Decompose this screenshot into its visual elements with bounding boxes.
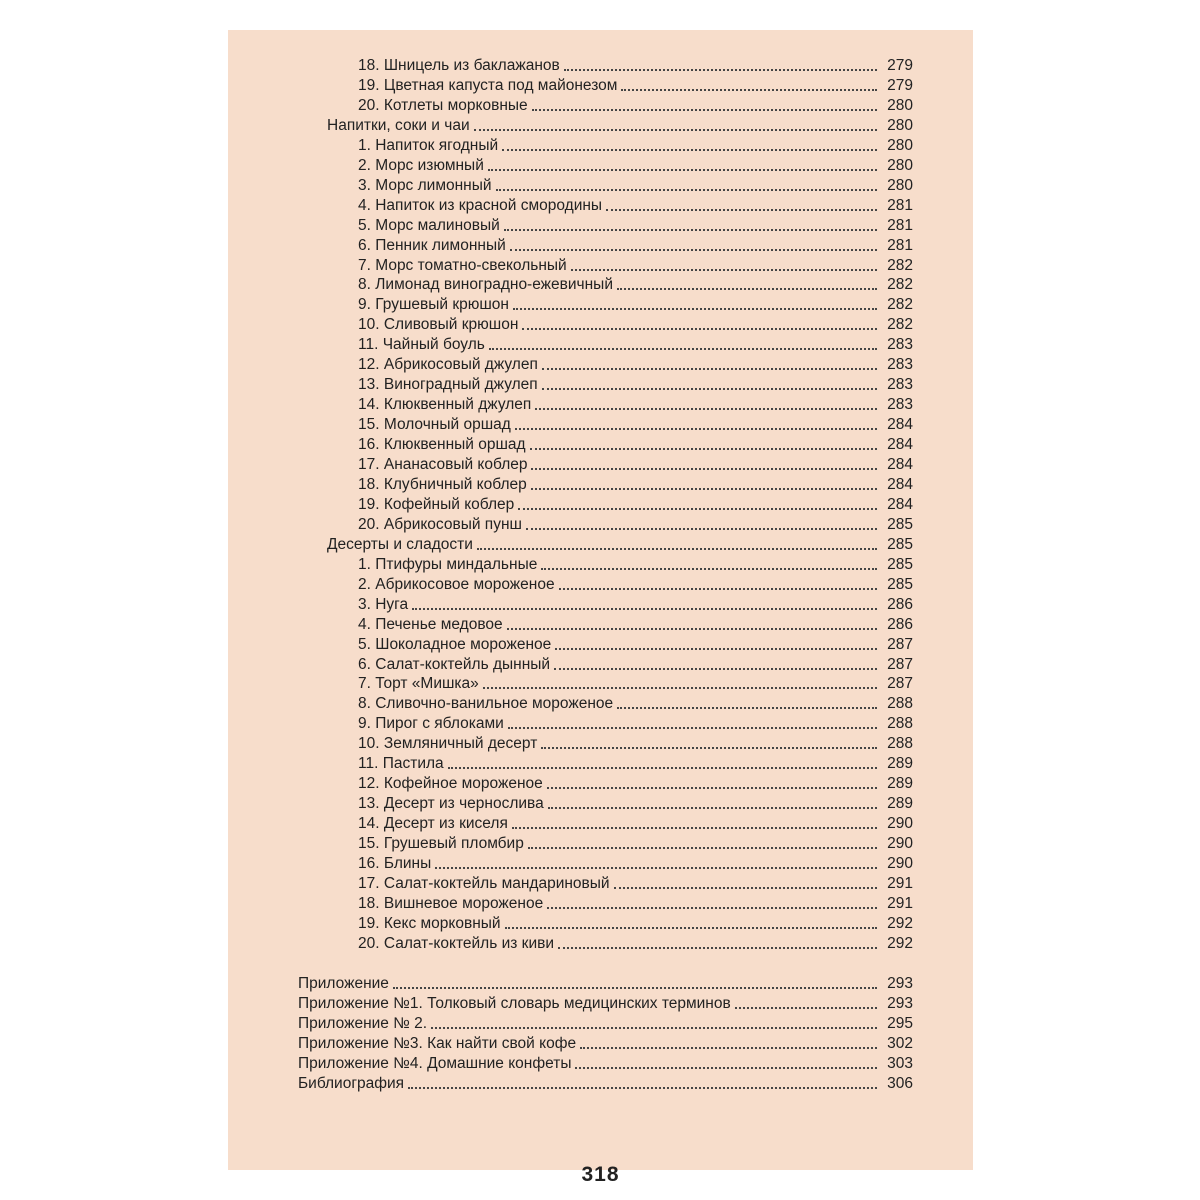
toc-entry-title: 10. Земляничный десерт: [358, 735, 538, 753]
dot-leader: [530, 448, 877, 450]
toc-entry-page: 280: [887, 116, 913, 134]
toc-entry-title: 19. Кофейный коблер: [358, 495, 515, 513]
toc-entry-page: 290: [887, 835, 913, 853]
toc-entry: [358, 56, 913, 76]
toc-entry-title: 11. Чайный боуль: [358, 336, 485, 354]
toc-entry-title: 18. Шницель из баклажанов: [358, 57, 560, 74]
toc-entry-page: 289: [887, 755, 913, 773]
toc-entry: [327, 535, 913, 555]
toc-entry-title: Приложение №4. Домашние конфеты: [298, 1054, 572, 1072]
dot-leader: [621, 89, 877, 91]
toc-entry-title: 14. Десерт из киселя: [358, 815, 508, 833]
dot-leader: [580, 1047, 877, 1049]
toc-entry-title: Приложение №1. Толковый словарь медицинских терминов: [298, 994, 731, 1012]
toc-entry-title: 20. Котлеты морковные: [358, 96, 528, 114]
toc-entry-title: 16. Клюквенный оршад: [358, 436, 526, 454]
dot-leader: [488, 169, 877, 171]
toc-entry-title: 16. Блины: [358, 855, 432, 872]
dot-leader: [515, 428, 877, 430]
toc-entry-page: 284: [887, 416, 913, 434]
toc-entry: [298, 1054, 913, 1074]
toc-entry-page: 284: [887, 456, 913, 473]
toc-entry-title: 13. Виноградный джулеп: [358, 376, 538, 394]
toc-entry: [358, 315, 913, 335]
toc-entry-title: 8. Лимонад виноградно-ежевичный: [358, 276, 613, 294]
dot-leader: [531, 468, 877, 470]
toc-entry-page: 293: [887, 974, 913, 992]
toc-entry-page: 303: [887, 1054, 913, 1072]
toc-entry: [358, 455, 913, 475]
dot-leader: [431, 1027, 877, 1029]
toc-entry: [358, 814, 913, 834]
toc-entry-title: 13. Десерт из чернослива: [358, 795, 544, 813]
toc-entry-title: 7. Морс томатно-свекольный: [358, 256, 567, 274]
toc-entry-page: 284: [887, 495, 913, 513]
toc-entry-page: 282: [887, 276, 913, 294]
toc-entry-title: 5. Шоколадное мороженое: [358, 635, 552, 653]
toc-entry: [358, 575, 913, 595]
toc-entry-page: 287: [887, 675, 913, 693]
toc-entry-page: 286: [887, 595, 913, 613]
toc-entry-page: 292: [887, 914, 913, 932]
toc-entry-page: 288: [887, 715, 913, 733]
toc-entry-title: 2. Абрикосовое мороженое: [358, 575, 555, 593]
toc-entry-title: 2. Морс изюмный: [358, 156, 484, 174]
toc-entry: [358, 555, 913, 575]
toc-entry: [358, 196, 913, 216]
toc-entry-page: 283: [887, 356, 913, 374]
toc-entry-title: 12. Кофейное мороженое: [358, 775, 543, 793]
toc-entry: [358, 894, 913, 914]
toc-entry: [358, 694, 913, 714]
toc-entry-title: 18. Вишневое мороженое: [358, 894, 544, 912]
toc-entry: [358, 76, 913, 96]
dot-leader: [558, 947, 877, 949]
dot-leader: [448, 767, 877, 769]
toc-entry: [298, 1074, 913, 1094]
toc-entry: [358, 834, 913, 854]
toc-entry: [358, 635, 913, 655]
toc-entry-page: 306: [887, 1074, 913, 1092]
dot-leader: [555, 648, 877, 650]
toc-entry-page: 280: [887, 156, 913, 174]
dot-leader: [606, 209, 877, 211]
toc-entry-title: 6. Пенник лимонный: [358, 236, 506, 254]
toc-entry-page: 290: [887, 855, 913, 872]
toc-entry-page: 291: [887, 894, 913, 912]
toc-entry: [358, 236, 913, 256]
toc-entry: [358, 156, 913, 176]
toc-entry-page: 280: [887, 136, 913, 154]
toc-entry: [358, 415, 913, 435]
toc-entry-title: 1. Напиток ягодный: [358, 136, 499, 154]
dot-leader: [435, 867, 877, 869]
toc-entry-title: 15. Грушевый пломбир: [358, 835, 524, 853]
toc-entry: [298, 1014, 913, 1034]
toc-entry: [358, 615, 913, 635]
toc-entry: [358, 934, 913, 954]
dot-leader: [614, 887, 877, 889]
toc-entry-page: 285: [887, 535, 913, 553]
toc-entry-page: 289: [887, 775, 913, 793]
dot-leader: [496, 189, 877, 191]
toc-entry-page: 281: [887, 196, 913, 214]
dot-leader: [526, 528, 877, 530]
toc-entry-title: 11. Пастила: [358, 755, 444, 773]
toc-entry-page: 291: [887, 874, 913, 892]
dot-leader: [512, 827, 877, 829]
dot-leader: [542, 388, 877, 390]
toc-entry: [358, 295, 913, 315]
dot-leader: [508, 727, 877, 729]
toc-entry-page: 286: [887, 615, 913, 633]
toc-entry-page: 283: [887, 376, 913, 394]
toc-entry-title: Приложение №3. Как найти свой кофе: [298, 1034, 577, 1052]
dot-leader: [575, 1067, 877, 1069]
toc-entry: [358, 794, 913, 814]
toc-entry: [358, 435, 913, 455]
toc-entry-title: 9. Грушевый крюшон: [358, 296, 509, 314]
dot-leader: [393, 987, 877, 989]
toc-entry-page: 287: [887, 655, 913, 673]
toc-entry: [358, 655, 913, 675]
toc-entry-page: 280: [887, 96, 913, 114]
toc-entry-page: 287: [887, 635, 913, 653]
toc-entry-page: 288: [887, 695, 913, 713]
toc-entry-title: 6. Салат-коктейль дынный: [358, 655, 551, 673]
toc-entry-title: Библиография: [298, 1074, 405, 1092]
toc-entry-title: 19. Цветная капуста под майонезом: [358, 76, 618, 94]
toc-entry-title: 5. Морс малиновый: [358, 216, 500, 234]
dot-leader: [531, 488, 877, 490]
dot-leader: [528, 847, 877, 849]
toc-entry: [358, 136, 913, 156]
toc-entry: [358, 375, 913, 395]
toc-entry: [358, 754, 913, 774]
toc-entry-page: 295: [887, 1014, 913, 1032]
dot-leader: [541, 568, 877, 570]
toc-entry-page: 293: [887, 994, 913, 1012]
dot-leader: [547, 787, 877, 789]
toc-entry: [358, 914, 913, 934]
toc-entry-title: 4. Напиток из красной смородины: [358, 196, 603, 214]
toc-entry-page: 282: [887, 256, 913, 274]
toc-entry-title: 19. Кекс морковный: [358, 914, 501, 932]
dot-leader: [504, 229, 877, 231]
toc-entry-title: Десерты и сладости: [327, 535, 473, 553]
toc-entry: [358, 874, 913, 894]
toc-entry: [358, 335, 913, 355]
toc-entry-page: 288: [887, 735, 913, 753]
toc-entry-title: 14. Клюквенный джулеп: [358, 396, 532, 414]
toc-entry: [298, 994, 913, 1014]
toc-entry: [358, 515, 913, 535]
dot-leader: [542, 368, 877, 370]
toc-entry-page: 284: [887, 475, 913, 493]
dot-leader: [564, 69, 877, 71]
toc-entry-page: 279: [887, 57, 913, 74]
toc-entry-page: 285: [887, 515, 913, 533]
toc-entry: [298, 1034, 913, 1054]
toc-entry-title: Приложение № 2.: [298, 1014, 428, 1032]
dot-leader: [483, 687, 877, 689]
toc-entry: [327, 116, 913, 136]
dot-leader: [547, 907, 877, 909]
toc-entry: [358, 395, 913, 415]
toc-entry: [298, 974, 913, 994]
book-page: [228, 30, 973, 1186]
toc-entry-page: 292: [887, 934, 913, 952]
toc-entry-title: 20. Салат-коктейль из киви: [358, 934, 554, 952]
toc-entry: [358, 734, 913, 754]
toc-entry: [358, 714, 913, 734]
toc-entry: [358, 674, 913, 694]
toc-entry-page: 285: [887, 575, 913, 593]
toc-entry-page: 281: [887, 216, 913, 234]
toc-entry: [358, 355, 913, 375]
toc-entry-page: 284: [887, 436, 913, 454]
toc-entry: [358, 176, 913, 196]
dot-leader: [412, 608, 877, 610]
dot-leader: [535, 408, 877, 410]
dot-leader: [505, 927, 877, 929]
toc-entry: [358, 475, 913, 495]
dot-leader: [518, 508, 877, 510]
toc-entry-page: 282: [887, 296, 913, 314]
dot-leader: [617, 707, 877, 709]
toc-entry-title: 7. Торт «Мишка»: [358, 675, 479, 693]
toc-entry: [358, 774, 913, 794]
toc-entry-title: 1. Птифуры миндальные: [358, 555, 538, 573]
toc-entry-title: 3. Морс лимонный: [358, 176, 492, 194]
dot-leader: [617, 288, 877, 290]
dot-leader: [489, 348, 877, 350]
dot-leader: [548, 807, 877, 809]
toc-entry-page: 280: [887, 176, 913, 194]
dot-leader: [510, 249, 877, 251]
toc-entry-page: 285: [887, 555, 913, 573]
dot-leader: [513, 308, 877, 310]
toc-entry: [358, 256, 913, 276]
toc-entry-title: 18. Клубничный коблер: [358, 475, 527, 493]
dot-leader: [477, 548, 877, 550]
dot-leader: [522, 328, 877, 330]
dot-leader: [502, 149, 877, 151]
toc-entry: [358, 595, 913, 615]
toc-entry-page: 290: [887, 815, 913, 833]
toc-entry-title: 3. Нуга: [358, 595, 409, 613]
toc-entry-page: 283: [887, 396, 913, 414]
toc-entry-title: 8. Сливочно-ванильное мороженое: [358, 695, 614, 713]
dot-leader: [532, 109, 877, 111]
dot-leader: [559, 588, 877, 590]
dot-leader: [541, 747, 877, 749]
toc-entry-title: Напитки, соки и чаи: [327, 116, 470, 134]
dot-leader: [735, 1007, 877, 1009]
dot-leader: [507, 628, 877, 630]
toc-entry: [358, 275, 913, 295]
dot-leader: [554, 668, 877, 670]
page-number: 318: [581, 1163, 620, 1186]
toc-entry-title: 17. Салат-коктейль мандариновый: [358, 874, 610, 892]
toc-entry: [358, 216, 913, 236]
toc-entry-title: 4. Печенье медовое: [358, 615, 503, 633]
toc-entry-page: 281: [887, 236, 913, 254]
toc-entry-page: 289: [887, 795, 913, 813]
toc-entry: [358, 495, 913, 515]
toc-entry-title: Приложение: [298, 974, 389, 992]
toc-entry-title: 17. Ананасовый коблер: [358, 456, 528, 473]
toc-entry-title: 9. Пирог с яблоками: [358, 715, 504, 733]
toc-entry: [358, 854, 913, 874]
toc-entry-title: 10. Сливовый крюшон: [358, 316, 519, 334]
toc-entry-page: 279: [887, 76, 913, 94]
dot-leader: [474, 129, 877, 131]
toc-entry-title: 15. Молочный оршад: [358, 416, 511, 434]
dot-leader: [408, 1087, 877, 1089]
toc-entry: [358, 96, 913, 116]
dot-leader: [571, 269, 877, 271]
toc-entry-page: 283: [887, 336, 913, 354]
toc-entry-page: 282: [887, 316, 913, 334]
toc-entry-title: 12. Абрикосовый джулеп: [358, 356, 538, 374]
toc-entry-page: 302: [887, 1034, 913, 1052]
toc-entry-title: 20. Абрикосовый пунш: [358, 515, 522, 533]
